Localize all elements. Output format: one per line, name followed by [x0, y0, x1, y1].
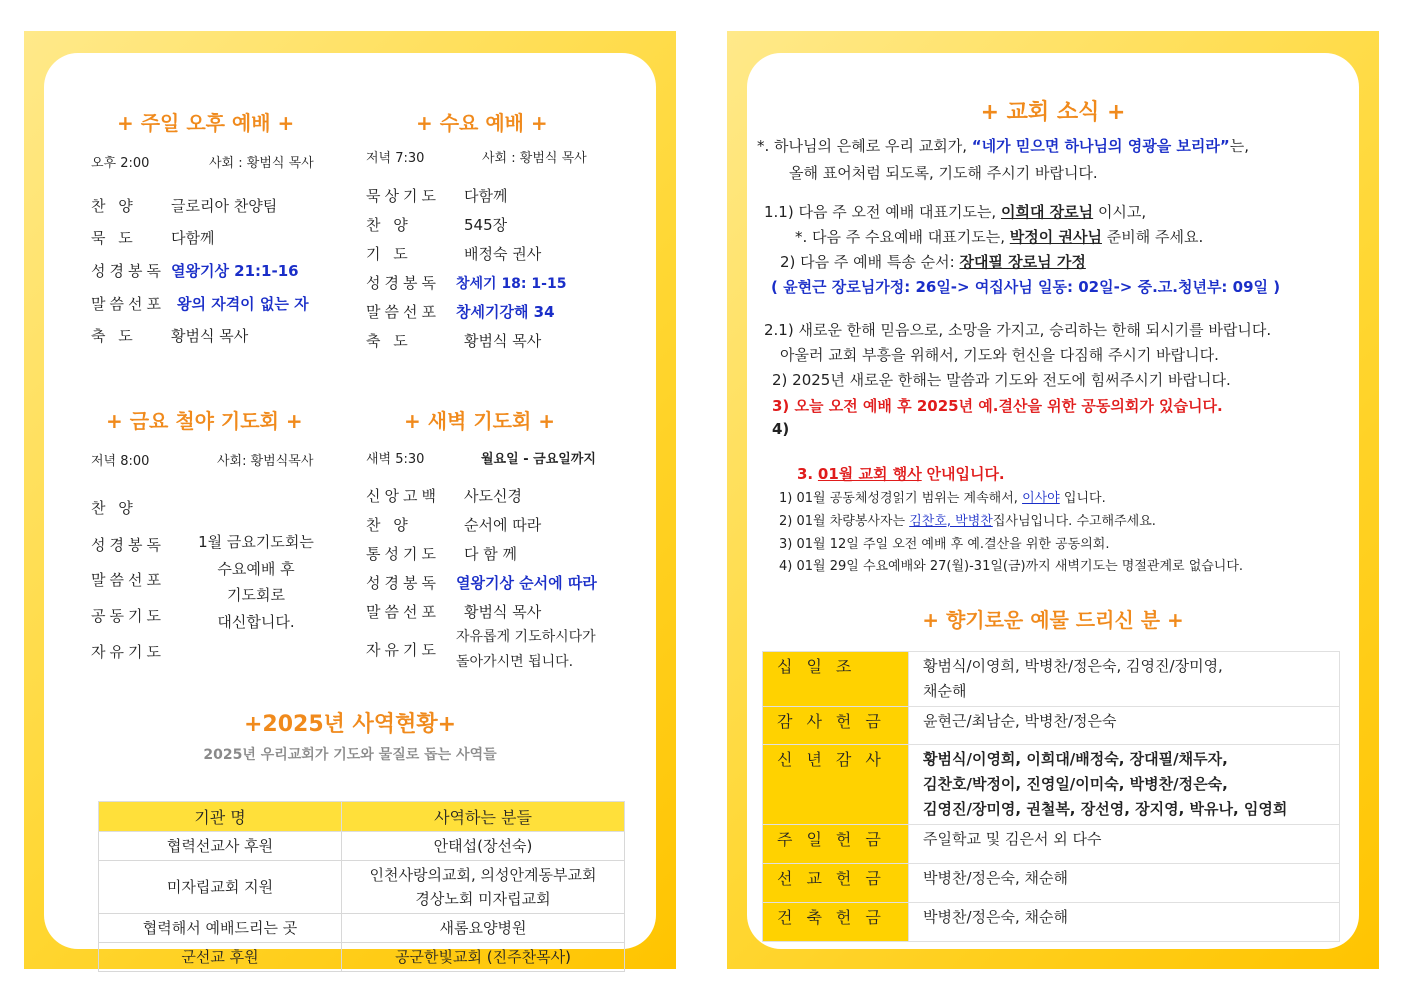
row-label: 찬 양 — [91, 499, 137, 517]
news-1-1b — [795, 226, 1203, 247]
row-value: 다 함 께 — [464, 545, 518, 563]
ministry-title: +2025년 사역현황+ — [243, 712, 457, 737]
table-row — [99, 832, 625, 861]
column-header: 기관 명 — [99, 802, 342, 832]
row-label: 자유기도 — [366, 641, 440, 659]
row-label: 찬 양 — [366, 216, 412, 234]
news-2-4: 4) — [772, 420, 790, 438]
offering-title: + 향기로운 예물 드리신 분 + — [922, 608, 1184, 632]
note-line: 수요예배 후 — [217, 559, 295, 578]
news-intro-2: 올해 표어처럼 되도록, 기도해 주시기 바랍니다. — [789, 164, 1098, 182]
news-2-2: 2) 2025년 새로운 한해는 말씀과 기도와 전도에 힘써주시기 바랍니다. — [772, 371, 1231, 389]
friday-time: 저녁 8:00 — [91, 454, 150, 469]
left-panel — [24, 31, 676, 969]
dawn-row — [366, 572, 597, 593]
row-value: 황범식 목사 — [464, 332, 542, 350]
offering-donors — [909, 864, 1340, 903]
row-value: 사도신경 — [464, 487, 522, 505]
table-row — [99, 914, 625, 943]
friday-host: 사회: 황범식목사 — [217, 454, 314, 469]
donor-line: 박병찬/정은숙, 채순해 — [923, 908, 1069, 926]
table-row — [763, 745, 1340, 825]
friday-label — [91, 569, 171, 590]
prayer-leader-name: 박정이 권사님 — [1009, 228, 1102, 246]
news-1-2 — [780, 251, 1086, 272]
donor-line: 박병찬/정은숙, 채순해 — [923, 869, 1069, 887]
people-cell — [342, 861, 625, 914]
text: 2) 다음 주 예배 특송 순서: — [780, 253, 955, 271]
note-line: 대신합니다. — [217, 612, 295, 631]
wednesday-host: 사회 : 황범식 목사 — [482, 151, 587, 166]
offering-donors — [909, 745, 1340, 825]
row-value: 배정숙 권사 — [464, 245, 542, 263]
dawn-free-prayer-note — [456, 625, 596, 675]
table-row — [99, 943, 625, 972]
row-value: 열왕기상 순서에 따라 — [456, 574, 597, 592]
row-label: 공동기도 — [91, 607, 165, 625]
row-value: 순서에 따라 — [464, 516, 542, 534]
row-label: 성경봉독 — [366, 574, 440, 592]
org-cell: 미자립교회 지원 — [99, 861, 342, 914]
offering-donors — [909, 903, 1340, 942]
text: 3. — [797, 465, 814, 483]
dawn-free-prayer-label — [366, 639, 446, 660]
table-header-row — [99, 802, 625, 832]
news-intro — [757, 135, 1249, 156]
row-label: 말씀선포 — [91, 571, 165, 589]
event-highlight: 01월 교회 행사 — [817, 465, 922, 483]
special-song-name: 장대필 장로님 가정 — [959, 253, 1086, 271]
news-3-2 — [779, 510, 1156, 529]
text: 입니다. — [1063, 491, 1106, 506]
wednesday-service-title: + 수요 예배 + — [416, 111, 548, 135]
text: 안내입니다. — [926, 465, 1005, 483]
wednesday-time: 저녁 7:30 — [366, 151, 425, 166]
org-cell: 협력선교사 후원 — [99, 832, 342, 861]
note-line: 기도회로 — [227, 586, 285, 604]
offering-table — [762, 651, 1340, 942]
row-value: 열왕기상 21:1-16 — [171, 262, 299, 280]
friday-label — [91, 534, 171, 555]
row-label: 자유기도 — [91, 643, 165, 661]
people-cell — [342, 914, 625, 943]
news-3-title — [797, 463, 1005, 484]
dawn-time: 새벽 5:30 — [366, 452, 425, 467]
right-card — [747, 53, 1359, 949]
news-3-1 — [779, 487, 1106, 506]
people-line: 공군한빛교회 (진주찬목사) — [395, 948, 571, 966]
note-line: 1월 금요기도회는 — [198, 533, 314, 551]
row-value: 창세기 18: 1-15 — [456, 276, 567, 292]
friday-prayer-title: + 금요 철야 기도회 + — [106, 409, 303, 433]
row-label: 성경봉독 — [91, 536, 165, 554]
table-row — [763, 707, 1340, 745]
table-row — [763, 652, 1340, 707]
people-line: 인천사랑의교회, 의성안계동부교회 — [369, 866, 597, 884]
sunday-service-title: + 주일 오후 예배 + — [117, 111, 295, 135]
news-2-1: 2.1) 새로운 한해 믿음으로, 소망을 가지고, 승리하는 한해 되시기를 바랍니다. — [764, 321, 1272, 339]
donor-line: 황범식/이영희, 이희대/배정숙, 장대필/채두자, — [923, 750, 1228, 768]
org-cell: 협력해서 예배드리는 곳 — [99, 914, 342, 943]
table-row — [763, 825, 1340, 864]
note-line: 돌아가시면 됩니다. — [456, 654, 574, 670]
friday-note — [194, 529, 318, 635]
news-3-4: 4) 01월 29일 수요예배와 27(월)-31일(금)까지 새벽기도는 명절관계로 없습니다. — [779, 559, 1244, 574]
org-cell: 군선교 후원 — [99, 943, 342, 972]
news-2-3: 3) 오늘 오전 예배 후 2025년 예.결산을 위한 공동의회가 있습니다. — [772, 397, 1223, 415]
wednesday-row — [366, 301, 555, 322]
row-value: 황범식 목사 — [464, 603, 542, 621]
row-label: 묵상기도 — [366, 187, 440, 205]
people-cell — [342, 832, 625, 861]
row-value: 왕의 자격이 없는 자 — [177, 295, 309, 313]
text: *. 하나님의 은혜로 우리 교회가, — [757, 137, 967, 155]
offering-donors — [909, 652, 1340, 707]
row-value: 황범식 목사 — [171, 327, 249, 345]
row-label: 성경봉독 — [366, 274, 440, 292]
row-label: 말씀선포 — [91, 295, 165, 313]
column-header: 사역하는 분들 — [342, 802, 625, 832]
donor-line: 김찬호/박정이, 진영일/이미숙, 박병찬/정은숙, — [923, 775, 1228, 793]
text: 준비해 주세요. — [1106, 228, 1204, 246]
row-label: 찬 양 — [366, 516, 412, 534]
offering-category: 신년감사 — [763, 745, 909, 825]
text: 집사님입니다. 수고해주세요. — [992, 514, 1156, 529]
wednesday-row — [366, 214, 507, 235]
friday-label — [91, 641, 171, 662]
donor-line: 윤현근/최남순, 박병찬/정은숙 — [923, 712, 1117, 730]
table-row — [99, 861, 625, 914]
dawn-row — [366, 601, 541, 622]
offering-category: 건축헌금 — [763, 903, 909, 942]
wednesday-row — [366, 330, 541, 351]
dawn-prayer-title: + 새벽 기도회 + — [404, 409, 556, 433]
row-label: 묵 도 — [91, 229, 137, 247]
people-line: 새롬요양병원 — [439, 919, 527, 937]
people-line: 경상노회 미자립교회 — [415, 890, 551, 908]
note-line: 자유롭게 기도하시다가 — [456, 629, 596, 645]
sunday-row — [91, 227, 214, 248]
left-card — [44, 53, 656, 966]
offering-donors — [909, 825, 1340, 864]
sunday-time: 오후 2:00 — [91, 156, 150, 171]
row-label: 성경봉독 — [91, 262, 165, 280]
motto-quote: “네가 믿으면 하나님의 영광을 보리라” — [971, 137, 1230, 155]
friday-label — [91, 605, 171, 626]
row-value: 다함께 — [464, 187, 508, 205]
sunday-row — [91, 325, 248, 346]
text: 이시고, — [1097, 203, 1147, 221]
row-label: 축 도 — [91, 327, 137, 345]
sunday-row — [91, 260, 299, 281]
news-3-3: 3) 01월 12일 주일 오전 예배 후 예.결산을 위한 공동의회. — [779, 537, 1110, 552]
row-value: 다함께 — [171, 229, 215, 247]
donor-line: 김영진/장미영, 권철복, 장선영, 장지영, 박유나, 임영희 — [923, 800, 1288, 818]
offering-category: 선교헌금 — [763, 864, 909, 903]
row-label: 통성기도 — [366, 545, 440, 563]
wednesday-row — [366, 185, 507, 206]
dawn-days: 월요일 - 금요일까지 — [481, 452, 596, 467]
row-label: 기 도 — [366, 245, 412, 263]
wednesday-row — [366, 272, 566, 293]
table-row — [763, 903, 1340, 942]
dawn-row — [366, 485, 522, 506]
row-value: 창세기강해 34 — [456, 303, 555, 321]
row-label: 축 도 — [366, 332, 412, 350]
text: 1) 01월 공동체성경읽기 범위는 계속해서, — [779, 491, 1018, 506]
donor-line: 주일학교 및 김은서 외 다수 — [923, 830, 1102, 848]
ministry-table — [98, 801, 625, 972]
row-label: 말씀선포 — [366, 303, 440, 321]
news-1-2-schedule: ( 윤현근 장로님가정: 26일-> 여집사님 일동: 02일-> 중.고.청년부: 09일 ) — [771, 278, 1281, 296]
text: 는, — [1229, 137, 1250, 155]
sunday-row — [91, 195, 277, 216]
sunday-host: 사회 : 황범식 목사 — [209, 156, 314, 171]
right-panel — [727, 31, 1379, 969]
row-label: 말씀선포 — [366, 603, 440, 621]
donor-line: 황범식/이영희, 박병찬/정은숙, 김영진/장미영, — [923, 657, 1223, 675]
people-line: 안태섭(장선숙) — [433, 837, 533, 855]
donor-line: 채순해 — [923, 682, 967, 700]
row-label: 찬 양 — [91, 197, 137, 215]
dawn-row — [366, 543, 517, 564]
news-1-1 — [764, 201, 1146, 222]
offering-category: 십일조 — [763, 652, 909, 707]
offering-category: 감사헌금 — [763, 707, 909, 745]
prayer-leader-name: 이희대 장로님 — [1000, 203, 1094, 221]
volunteer-names: 김찬호, 박병찬 — [909, 514, 993, 529]
ministry-subtitle: 2025년 우리교회가 기도와 물질로 돕는 사역들 — [203, 747, 497, 763]
news-2-1b: 아울러 교회 부흥을 위해서, 기도와 헌신을 다짐해 주시기 바랍니다. — [780, 346, 1219, 364]
row-value: 글로리아 찬양팀 — [171, 197, 278, 215]
people-cell — [342, 943, 625, 972]
dawn-row — [366, 514, 541, 535]
book-name: 이사야 — [1022, 491, 1060, 506]
text: *. 다음 주 수요예배 대표기도는, — [795, 228, 1005, 246]
row-label: 신앙고백 — [366, 487, 440, 505]
church-news-title: + 교회 소식 + — [980, 100, 1126, 125]
friday-label — [91, 497, 171, 518]
offering-donors — [909, 707, 1340, 745]
sunday-row — [91, 293, 309, 314]
row-value: 545장 — [464, 216, 508, 234]
wednesday-row — [366, 243, 541, 264]
offering-category: 주일헌금 — [763, 825, 909, 864]
table-row — [763, 864, 1340, 903]
text: 2) 01월 차량봉사자는 — [779, 514, 906, 529]
text: 1.1) 다음 주 오전 예배 대표기도는, — [764, 203, 997, 221]
